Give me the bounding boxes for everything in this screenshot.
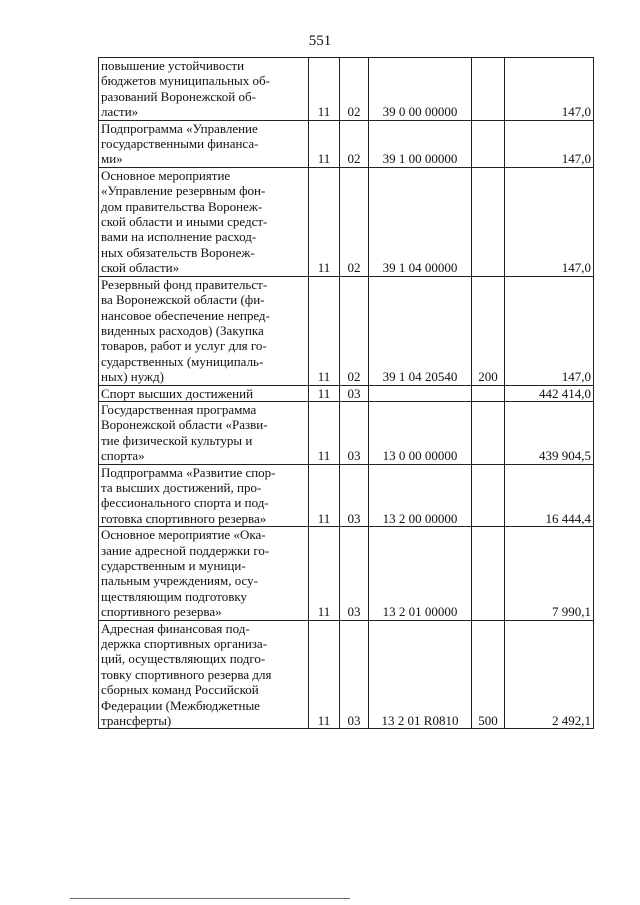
table-row [99, 276, 594, 385]
subsection-code-cell: 02 [340, 58, 369, 121]
row-name-cell: Основное мероприятие «Ока- зание адресной поддержки го- сударственным и муници- пальным учреждениям, осу- ществляющим подготовку спортивного резерва» [99, 527, 309, 620]
page-number: 551 [308, 33, 332, 49]
expense-type-code-cell [472, 527, 505, 620]
amount-cell: 147,0 [505, 58, 594, 121]
section-code-cell: 11 [309, 58, 340, 121]
section-code-cell: 11 [309, 276, 340, 385]
subsection-code-cell: 03 [340, 385, 369, 401]
row-name-cell: Адресная финансовая под- держка спортивных организа- ций, осуществляющих подго- товку спортивного резерва для сборных команд Российской Федерации (Межбюджетные трансферты) [99, 620, 309, 729]
expense-type-code-cell [472, 167, 505, 276]
section-code-cell: 11 [309, 167, 340, 276]
amount-cell: 147,0 [505, 276, 594, 385]
table-row [99, 620, 594, 729]
amount-cell: 147,0 [505, 167, 594, 276]
subsection-code-cell: 03 [340, 464, 369, 527]
row-name-cell: Спорт высших достижений [99, 385, 309, 401]
subsection-code-cell: 02 [340, 120, 369, 167]
row-name-cell: Государственная программа Воронежской области «Разви- тие физической культуры и спорта» [99, 401, 309, 464]
budget-table [98, 57, 594, 729]
subsection-code-cell: 03 [340, 401, 369, 464]
row-name-cell: Основное мероприятие «Управление резервным фон- дом правительства Воронеж- ской области и иными средст- вами на исполнение расход- ных обязательств Воронеж- ской области» [99, 167, 309, 276]
amount-cell: 2 492,1 [505, 620, 594, 729]
amount-cell: 442 414,0 [505, 385, 594, 401]
amount-cell: 7 990,1 [505, 527, 594, 620]
bottom-rule [70, 898, 350, 899]
expense-type-code-cell [472, 385, 505, 401]
subsection-code-cell: 02 [340, 167, 369, 276]
amount-cell: 439 904,5 [505, 401, 594, 464]
expense-type-code-cell [472, 464, 505, 527]
table-row [99, 527, 594, 620]
target-article-code-cell: 13 2 00 00000 [369, 464, 472, 527]
row-name-cell: Подпрограмма «Развитие спор- та высших достижений, про- фессионального спорта и под- готовка спортивного резерва» [99, 464, 309, 527]
target-article-code-cell: 13 2 01 R0810 [369, 620, 472, 729]
target-article-code-cell: 13 0 00 00000 [369, 401, 472, 464]
subsection-code-cell: 03 [340, 527, 369, 620]
target-article-code-cell: 39 0 00 00000 [369, 58, 472, 121]
section-code-cell: 11 [309, 464, 340, 527]
amount-cell: 147,0 [505, 120, 594, 167]
table-row [99, 120, 594, 167]
expense-type-code-cell [472, 120, 505, 167]
row-name-cell: Резервный фонд правительст- ва Воронежской области (фи- нансовое обеспечение непред- виденных расходов) (Закупка товаров, работ и услуг для го- сударственных (муниципаль- ных) нужд) [99, 276, 309, 385]
section-code-cell: 11 [309, 120, 340, 167]
row-name-cell: Подпрограмма «Управление государственными финанса- ми» [99, 120, 309, 167]
expense-type-code-cell [472, 401, 505, 464]
table-row [99, 385, 594, 401]
target-article-code-cell: 39 1 04 20540 [369, 276, 472, 385]
section-code-cell: 11 [309, 527, 340, 620]
subsection-code-cell: 03 [340, 620, 369, 729]
table-row [99, 401, 594, 464]
target-article-code-cell: 39 1 00 00000 [369, 120, 472, 167]
table-row [99, 58, 594, 121]
subsection-code-cell: 02 [340, 276, 369, 385]
expense-type-code-cell [472, 58, 505, 121]
target-article-code-cell: 39 1 04 00000 [369, 167, 472, 276]
table-row [99, 464, 594, 527]
target-article-code-cell [369, 385, 472, 401]
section-code-cell: 11 [309, 385, 340, 401]
row-name-cell: повышение устойчивости бюджетов муниципальных об- разований Воронежской об- ласти» [99, 58, 309, 121]
section-code-cell: 11 [309, 620, 340, 729]
expense-type-code-cell: 200 [472, 276, 505, 385]
expense-type-code-cell: 500 [472, 620, 505, 729]
table-row [99, 167, 594, 276]
section-code-cell: 11 [309, 401, 340, 464]
amount-cell: 16 444,4 [505, 464, 594, 527]
target-article-code-cell: 13 2 01 00000 [369, 527, 472, 620]
